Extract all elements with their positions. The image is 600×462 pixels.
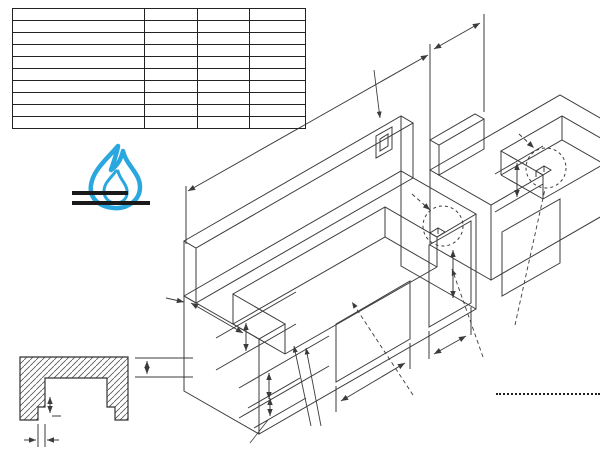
cell-depth: [197, 69, 249, 81]
cell-width: [145, 57, 197, 69]
cell-item: [13, 21, 145, 33]
table-row: [13, 57, 306, 69]
cell-width: [145, 45, 197, 57]
cell-depth: [197, 45, 249, 57]
logo-bar: [72, 201, 150, 205]
disclaimer-box: [496, 393, 600, 398]
table-row: [13, 81, 306, 93]
cell-item: [13, 69, 145, 81]
cell-height: [249, 33, 305, 45]
cell-height: [249, 117, 305, 129]
cell-item: [13, 45, 145, 57]
table-row: [13, 33, 306, 45]
logo-bar: [72, 191, 128, 195]
header-item: [13, 9, 145, 21]
cell-item: [13, 93, 145, 105]
cell-depth: [197, 93, 249, 105]
cell-depth: [197, 117, 249, 129]
cell-item: [13, 81, 145, 93]
cell-width: [145, 117, 197, 129]
table-row: [13, 117, 306, 129]
header-depth: [197, 9, 249, 21]
cell-height: [249, 57, 305, 69]
header-height: [249, 9, 305, 21]
table-header-row: [13, 9, 306, 21]
table-row: [13, 45, 306, 57]
fig1-drawing: [20, 357, 193, 447]
cell-width: [145, 93, 197, 105]
cell-item: [13, 117, 145, 129]
door-panels: [336, 199, 560, 382]
left-counter-outline: [184, 171, 476, 434]
cell-depth: [197, 105, 249, 117]
table-row: [13, 69, 306, 81]
cell-width: [145, 105, 197, 117]
cell-height: [249, 93, 305, 105]
cell-height: [249, 69, 305, 81]
cell-height: [249, 45, 305, 57]
backsplash-outline: [184, 116, 413, 303]
cell-height: [249, 81, 305, 93]
table-row: [13, 21, 306, 33]
cell-item: [13, 105, 145, 117]
spec-table: [12, 8, 306, 129]
cell-width: [145, 69, 197, 81]
cell-depth: [197, 81, 249, 93]
cell-width: [145, 81, 197, 93]
right-counter-outline: [430, 95, 600, 280]
cell-height: [249, 21, 305, 33]
table-row: [13, 93, 306, 105]
cell-item: [13, 33, 145, 45]
table-row: [13, 105, 306, 117]
cell-depth: [197, 21, 249, 33]
cell-item: [13, 57, 145, 69]
cell-height: [249, 105, 305, 117]
leader-lines: [294, 70, 545, 426]
cell-depth: [197, 33, 249, 45]
cell-width: [145, 33, 197, 45]
header-width: [145, 9, 197, 21]
cell-width: [145, 21, 197, 33]
cell-depth: [197, 57, 249, 69]
